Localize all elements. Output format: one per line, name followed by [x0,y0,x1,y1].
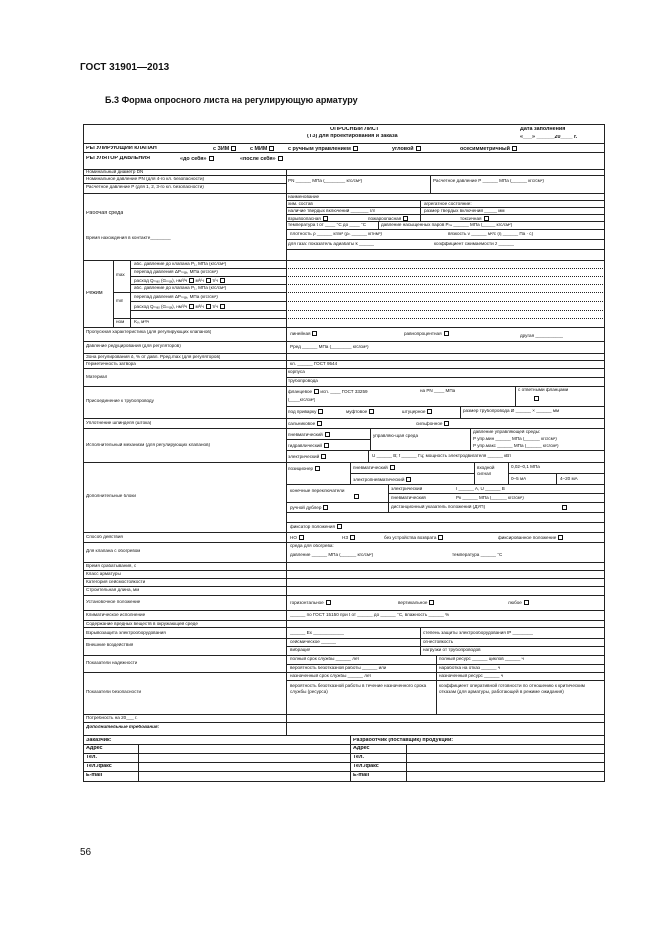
no-checkbox[interactable] [299,535,304,540]
weld-label: под приварку [288,409,317,414]
climate-value[interactable]: ______ по ГОСТ 15150 при t от ______ до ______ °С, влажность ______ % [290,613,450,617]
material-pipe[interactable]: трубопровода [288,379,318,383]
hydr-act-checkbox[interactable] [324,443,329,448]
limit-switch-label: конечные переключатели [290,488,345,493]
elec-act-checkbox[interactable] [321,454,326,459]
vert-checkbox[interactable] [429,600,434,605]
demand-label: Потребность на 20___ г. [86,716,138,720]
pneum-act-checkbox[interactable] [325,432,330,437]
developer-address: Адрес [353,746,370,751]
env-density[interactable]: плотность ρ ______ кг/м³ (ρₙ ______ кг/нм³) [290,232,382,236]
readiness-coef[interactable]: коэффициент оперативной готовности по отношению к критическим отказам (для арматуры, работающей в режиме ожидания) [439,683,585,694]
doc-header: ГОСТ 31901—2013 [80,63,170,73]
env-chem[interactable]: хим. состав [288,202,313,206]
zim-label: с ЗИМ [213,146,230,152]
climate-label: Климатическое исполнение [86,613,146,617]
mode-max: max [116,273,125,277]
developer-email: E-mail [353,773,370,778]
heat-env[interactable]: среда для обогрева: [290,544,334,548]
pos-pneum-label: пневматический [353,465,388,470]
pos-electropneum-label: электропневматический [353,477,405,482]
pneum-act-label: пневматический [288,432,323,437]
dup-checkbox[interactable] [562,505,567,510]
prob-failure-free[interactable]: вероятность безотказной работы ______ или [290,666,387,670]
weld-checkbox[interactable] [318,409,323,414]
customer-phone: Тел. [86,755,97,760]
q-min-nm3-cb[interactable] [189,304,194,309]
equal-checkbox[interactable] [444,331,449,336]
connection-label: Присоединение к трубопроводу [86,399,154,403]
developer-fax: Тел./факс [353,764,379,769]
pin-label: штуцерное [402,409,426,414]
manual-dup-checkbox[interactable] [323,505,328,510]
section-title: Б.3 Форма опросного листа на регулирующую арматуру [105,96,358,105]
ctrl-env-label: управляю-щая среда [373,433,419,438]
no-return-checkbox[interactable] [438,535,443,540]
assigned-life[interactable]: назначенный срок службы ______ лет [290,674,372,678]
fixed-label: фиксированное положение [498,535,557,540]
actuator-label: Исполнительный механизм (для регулирующих клапанов) [86,443,211,447]
q-min-m3-cb[interactable] [206,304,211,309]
form-subtitle: (ТЗ) для проектирования и заказа [307,134,398,139]
mtbf[interactable]: наработка на отказ ______ ч [439,666,501,670]
q-max-m3-cb[interactable] [206,278,211,283]
env-compress[interactable]: коэффициент сжимаемости z ______ [434,242,514,246]
regulator-label: РЕГУЛЯТОР ДАВЛЕНИЯ [86,156,151,161]
equal-label: равнопроцентная [404,331,442,336]
reg-pressure-label: Давление редуцирования (для регуляторов) [86,344,181,348]
env-label: Рабочая среда [86,211,124,216]
p1-min: абс. давление до клапана P₁, МПа (кгс/см²) [134,286,227,290]
action-label: Способ действия [86,535,123,539]
manual-dup-label: ручной дублер [290,505,322,510]
flange-exec[interactable]: исп. ____ ГОСТ 33259 [320,389,368,394]
before-label: «до себя» [180,156,207,162]
explos-prot-label: Взрывозащита электрооборудования [86,631,166,635]
ctrl-pressure-label: давление управляющей среды: [473,430,541,434]
p1-max: абс. давление до клапана P₁, МПа (кгс/см²) [134,262,227,266]
env-name[interactable]: наименование [288,195,320,199]
limit-switch-checkbox[interactable] [354,494,359,499]
assigned-resource[interactable]: назначенный ресурс ______ ч [439,674,504,678]
zim-checkbox[interactable] [231,146,236,151]
mode-min: min [116,299,124,303]
reg-pressure-value[interactable]: Pред ______ МПа (________ кгс/см²) [290,345,369,349]
mim-checkbox[interactable] [269,146,274,151]
any-checkbox[interactable] [524,600,529,605]
before-checkbox[interactable] [209,156,214,161]
q-max-m3: м³/ч [195,278,204,283]
no-label: НО [290,535,297,540]
pipe-size[interactable]: размер трубопровода Ø ______ × ______ мм [463,409,560,413]
explosive-checkbox[interactable] [323,216,328,221]
other-field[interactable]: другая ___________ [520,334,564,338]
ls-pneum-pk[interactable]: Pк ______ МПа (______ кгс/см²) [456,496,524,500]
axisym-checkbox[interactable] [512,146,517,151]
fixator-checkbox[interactable] [337,524,342,529]
fixed-checkbox[interactable] [558,535,563,540]
seal-label: Уплотнение шпинделя (штока) [86,421,152,425]
signal-4-20[interactable]: 4–20 мА [560,477,578,481]
mim-label: с МИМ [250,146,268,152]
full-resource[interactable]: полный ресурс ______ циклов ______ ч [439,657,524,661]
q-min: расход Qₘₐₓ (Gₘₐₓ), нм³/ч [134,304,188,309]
contact-time-label: Время нахождения в контакте________ [86,236,171,240]
form-title: ОПРОСНЫЙ ЛИСТ [330,127,379,132]
vibration[interactable]: вибрация [290,648,311,652]
no-return-label: без устройства возврата [384,535,437,540]
customer-address: Адрес [86,746,103,751]
ctrl-pmin[interactable]: P упр.мин ______ МПа (______ кгс/см²) [473,437,557,441]
q-min-th-cb[interactable] [220,304,225,309]
fire-resist[interactable]: огнестойкость [423,640,454,644]
horiz-checkbox[interactable] [326,600,331,605]
env-solid-size[interactable]: размер твердых включений _____ мм [424,209,505,213]
tightness-value[interactable]: кл. ______ ГОСТ 9544 [290,362,338,366]
flange-checkbox[interactable] [314,389,319,394]
flange-label: фланцевое [288,389,313,394]
any-label: любое [508,600,522,605]
env-state[interactable]: агрегатное состояние: [424,202,472,206]
counter-flange-checkbox[interactable] [534,396,539,401]
calc-pressure-value[interactable]: Расчетное давление P ______ МПа (______ кгс/см²) [433,179,544,183]
response-time-label: Время срабатывания, с [86,564,137,568]
reg-zone-label: Зона регулирования δ, % от давл. Pред.max (для регуляторов) [86,355,221,359]
env-gas-k[interactable]: для газа: показатель адиабаты k ______ [288,242,375,246]
heated-label: Для клапана с обогревом [86,549,141,553]
fill-date-field[interactable]: «___» ______20____ г. [520,135,578,140]
harmful-label: Содержание вредных веществ в окружающей среде [86,622,198,626]
signal-0-5[interactable]: 0–5 мА [511,477,527,481]
env-solids[interactable]: наличие твердых включений _______ г/л [288,209,376,213]
input-signal-label: входной сигнал [477,465,495,476]
full-life[interactable]: полный срок службы ______ лет [290,657,360,661]
customer-fax: Тел./факс [86,764,112,769]
manual-checkbox[interactable] [353,146,358,151]
fire-checkbox[interactable] [403,216,408,221]
mount-label: Установочное положение [86,600,141,604]
safety-label: Показатели безопасности [86,690,142,694]
customer-label: Заказчик: [86,738,112,743]
ls-pneum-label: пневматический [391,496,426,500]
pin-checkbox[interactable] [427,409,432,414]
elec-params[interactable]: U ______ В; f ______ Гц; мощность электродвигателя ______ кВт [372,454,512,458]
positioner-checkbox[interactable] [315,466,320,471]
bellows-checkbox[interactable] [444,421,449,426]
toxic-checkbox[interactable] [484,216,489,221]
positioner-label: позиционер [288,466,314,471]
extra-reqs-label: Дополнительные требования: [86,725,160,729]
dp-min: перепад давления ΔPₘₐₓ, МПа (кгс/см²) [134,295,218,299]
counter-flange-label: с ответными фланцами [518,388,569,392]
q-max-nm3-cb[interactable] [189,278,194,283]
vert-label: вертикальное [398,600,428,605]
dp-max: перепад давления ΔPₘₐₓ, МПа (кгс/см²) [134,270,218,274]
pn-value[interactable]: PN ______ МПа (________ кгс/см²) [288,179,363,183]
material-label: Материал [86,375,108,379]
linear-label: линейная [290,331,311,336]
after-checkbox[interactable] [278,156,283,161]
ls-elec-ia[interactable]: I ______ A, U ______ B [456,487,505,491]
external-label: Внешние воздействия [86,643,134,647]
seismic-label: Категория сейсмостойкости [86,580,146,584]
flange-kgs[interactable]: (____кгс/см²) [288,398,316,402]
prob-assigned-life[interactable]: вероятность безотказной работы в течение назначенного срока службы (ресурса) [290,683,427,694]
tightness-label: Герметичность затвора [86,362,136,366]
ip-value[interactable]: степень защиты электрооборудования IP ________ [423,631,534,635]
env-temp[interactable]: температура t от ____ °С до ____ °С [288,223,367,227]
mode-label: Режим [86,291,103,296]
dup-label: дистанционный указатель положений (ДУП) [391,505,486,509]
valve-class-label: Класс арматуры [86,572,121,576]
fill-date-label: Дата заполнения [520,127,566,132]
signal-0-02[interactable]: 0,02–0,1 МПа [511,465,540,469]
nz-checkbox[interactable] [350,535,355,540]
angle-checkbox[interactable] [416,146,421,151]
horiz-label: горизонтальное [290,600,324,605]
ls-elec-label: электрический [391,487,423,491]
reliability-label: Показатели надежности [86,661,138,665]
heat-pressure[interactable]: давление ______ МПа (______ кгс/см²) [290,553,374,557]
ex-value[interactable]: ______ Ex ____________ [290,631,344,635]
bellows-label: сильфонное [416,421,443,426]
add-blocks-label: Дополнительные блоки [86,494,136,498]
linear-checkbox[interactable] [312,331,317,336]
seismic-input[interactable]: сейсмическое ______ [290,640,337,644]
material-body[interactable]: корпуса [288,370,305,374]
axisym-label: осесимметричный [460,146,510,152]
pos-electropneum-checkbox[interactable] [406,477,411,482]
length-label: Строительная длина, мм [86,588,140,592]
fixator-label: фиксатор положения [290,524,335,529]
coupling-checkbox[interactable] [369,409,374,414]
mode-nom: ном [116,320,125,324]
q-min-m3: м³/ч [195,304,204,309]
packing-label: сальниковое [288,421,316,426]
kv-nom: Kᵥ, м³/ч [134,320,150,324]
heat-temp[interactable]: температура ______ °С [452,553,503,557]
valve-type-label: РЕГУЛИРУЮЩИЙ КЛАПАН [86,146,157,151]
env-sat-pressure[interactable]: давление насыщенных паров Pₙₛ ______ МПа (_____ кгс/см²) [381,223,513,227]
pipe-loads[interactable]: нагрузки от трубопроводов [423,648,481,652]
dn-label: Номинальный диаметр DN [86,170,144,174]
nz-label: НЗ [342,535,349,540]
fire-label: пожароопасная [368,216,402,221]
pos-pneum-checkbox[interactable] [390,465,395,470]
page-number: 56 [80,848,92,858]
q-min-th: т/ч [212,304,218,309]
elec-act-label: электрический [288,454,320,459]
q-max: расход Qₘₐₓ (Gₘₐₓ), нм³/ч [134,278,188,283]
manual-label: с ручным управлением [288,146,351,152]
customer-email: E-mail [86,773,103,778]
ctrl-pmax[interactable]: P упр.макс ______ МПа (______ кгс/см²) [473,444,559,448]
flow-char-label: Пропускная характеристика (для регулирующих клапанов) [86,330,212,334]
flange-pn[interactable]: на PN ____ МПа [420,389,456,393]
pn-label: Номинальное давление PN (для 4-го кл. безопасности) [86,177,205,181]
packing-checkbox[interactable] [317,421,322,426]
angle-label: угловой [392,146,414,152]
q-max-th-cb[interactable] [220,278,225,283]
q-max-th: т/ч [212,278,218,283]
developer-label: Разработчик (поставщик) продукции: [353,738,454,743]
coupling-label: муфтовое [346,409,368,414]
toxic-label: токсичная [460,216,482,221]
calc-pressure-label: Расчетное давление P (для 1, 2, 3-го кл. безопасности) [86,185,204,189]
env-viscosity[interactable]: вязкость ν ______ м²/с (η ______ Па · с) [448,232,534,236]
hydr-act-label: гидравлический [288,443,322,448]
after-label: «после себя» [240,156,276,162]
explosive-label: взрывоопасная [288,216,321,221]
developer-phone: Тел. [353,755,364,760]
